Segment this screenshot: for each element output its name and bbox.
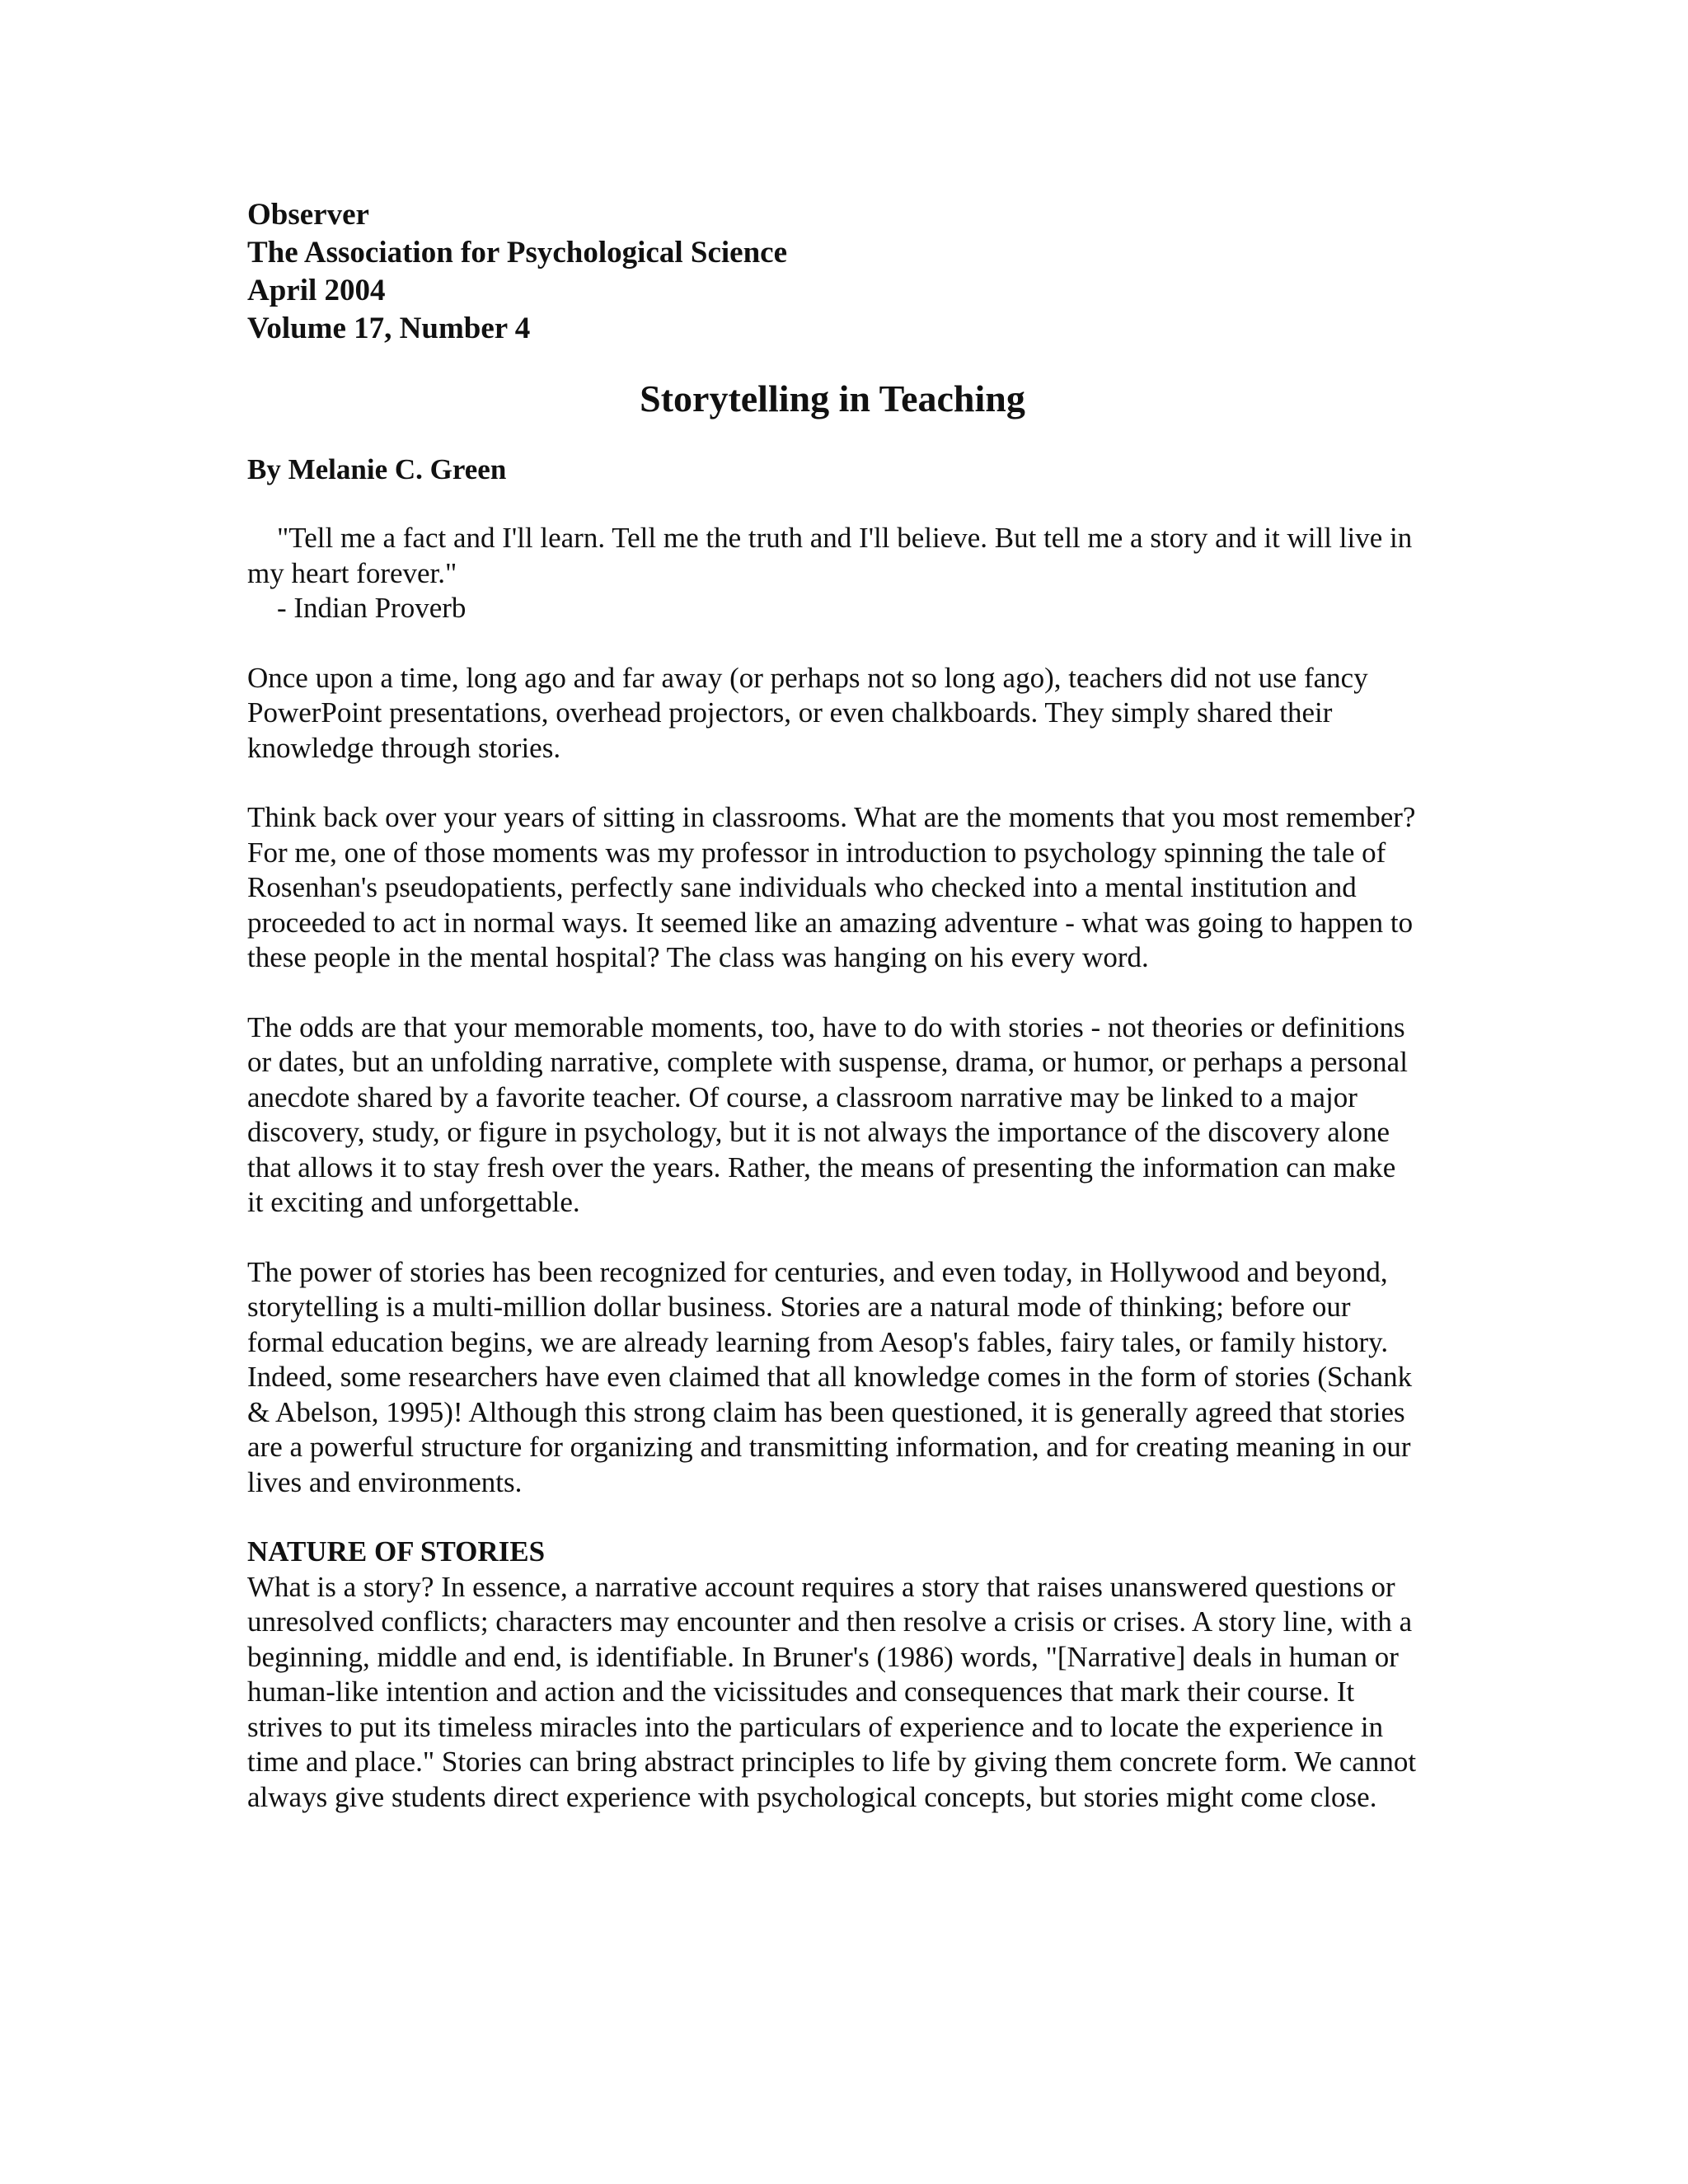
body-paragraph-1: Once upon a time, long ago and far away (or perhaps not so long ago), teachers did not use fancy PowerPoint presentations, overhead projectors, or even chalkboards. They simply shared their knowledge through stories.: [247, 661, 1368, 764]
masthead: [247, 196, 1418, 348]
epigraph-attribution: - Indian Proverb: [277, 592, 467, 624]
section-paragraph: What is a story? In essence, a narrative account requires a story that raises unanswered questions or unresolved conflicts; characters may encounter and then resolve a crisis or crises. A story line, with a beginning, middle and end, is identifiable. In Bruner's (1986) words, "[Narrative] deals in human or human-like intention and action and the vicissitudes and consequences that mark their course. It strives to put its timeless miracles into the particulars of experience and to locate the experience in time and place." Stories can bring abstract principles to life by giving them concrete form. We cannot always give students direct experience with psychological concepts, but stories might come close.: [247, 1570, 1417, 1813]
organization-name: The Association for Psychological Science: [247, 236, 787, 269]
article-title: Storytelling in Teaching: [640, 377, 1025, 419]
epigraph-quote: "Tell me a fact and I'll learn. Tell me the truth and I'll believe. But tell me a story and it will live in my heart forever.": [247, 522, 1413, 589]
body-paragraph-4: The power of stories has been recognized for centuries, and even today, in Hollywood and beyond, storytelling is a multi-million dollar business. Stories are a natural mode of thinking; before our formal education begins, we are already learning from Aesop's fables, fairy tales, or family history. Indeed, some researchers have even claimed that all knowledge comes in the form of stories (Schank & Abelson, 1995)! Although this strong claim has been questioned, it is generally agreed that stories are a powerful structure for organizing and transmitting information, and for creating meaning in our lives and environments.: [247, 1255, 1413, 1498]
publication-name: Observer: [247, 198, 369, 232]
body-paragraph-2: Think back over your years of sitting in classrooms. What are the moments that you most remember? For me, one of those moments was my professor in introduction to psychology spinning the tale of Rosenhan's pseudopatients, perfectly sane individuals who checked into a mental institution and proceeded to act in normal ways. It seemed like an amazing adventure - what was going to happen to these people in the mental hospital? The class was hanging on his every word.: [247, 801, 1416, 973]
issue-date: April 2004: [247, 274, 386, 307]
volume-number: Volume 17, Number 4: [247, 312, 531, 345]
body-paragraph-3: The odds are that your memorable moments, too, have to do with stories - not theories or definitions or dates, but an unfolding narrative, complete with suspense, drama, or humor, or perhaps a personal anecdote shared by a favorite teacher. Of course, a classroom narrative may be linked to a major discovery, study, or figure in psychology, but it is not always the importance of the discovery alone that allows it to stay fresh over the years. Rather, the means of presenting the information can make it exciting and unforgettable.: [247, 1010, 1408, 1218]
article-byline: By Melanie C. Green: [247, 453, 507, 485]
epigraph: [247, 521, 1418, 626]
document-page: [247, 196, 1418, 1815]
section-heading: NATURE OF STORIES: [247, 1535, 546, 1568]
